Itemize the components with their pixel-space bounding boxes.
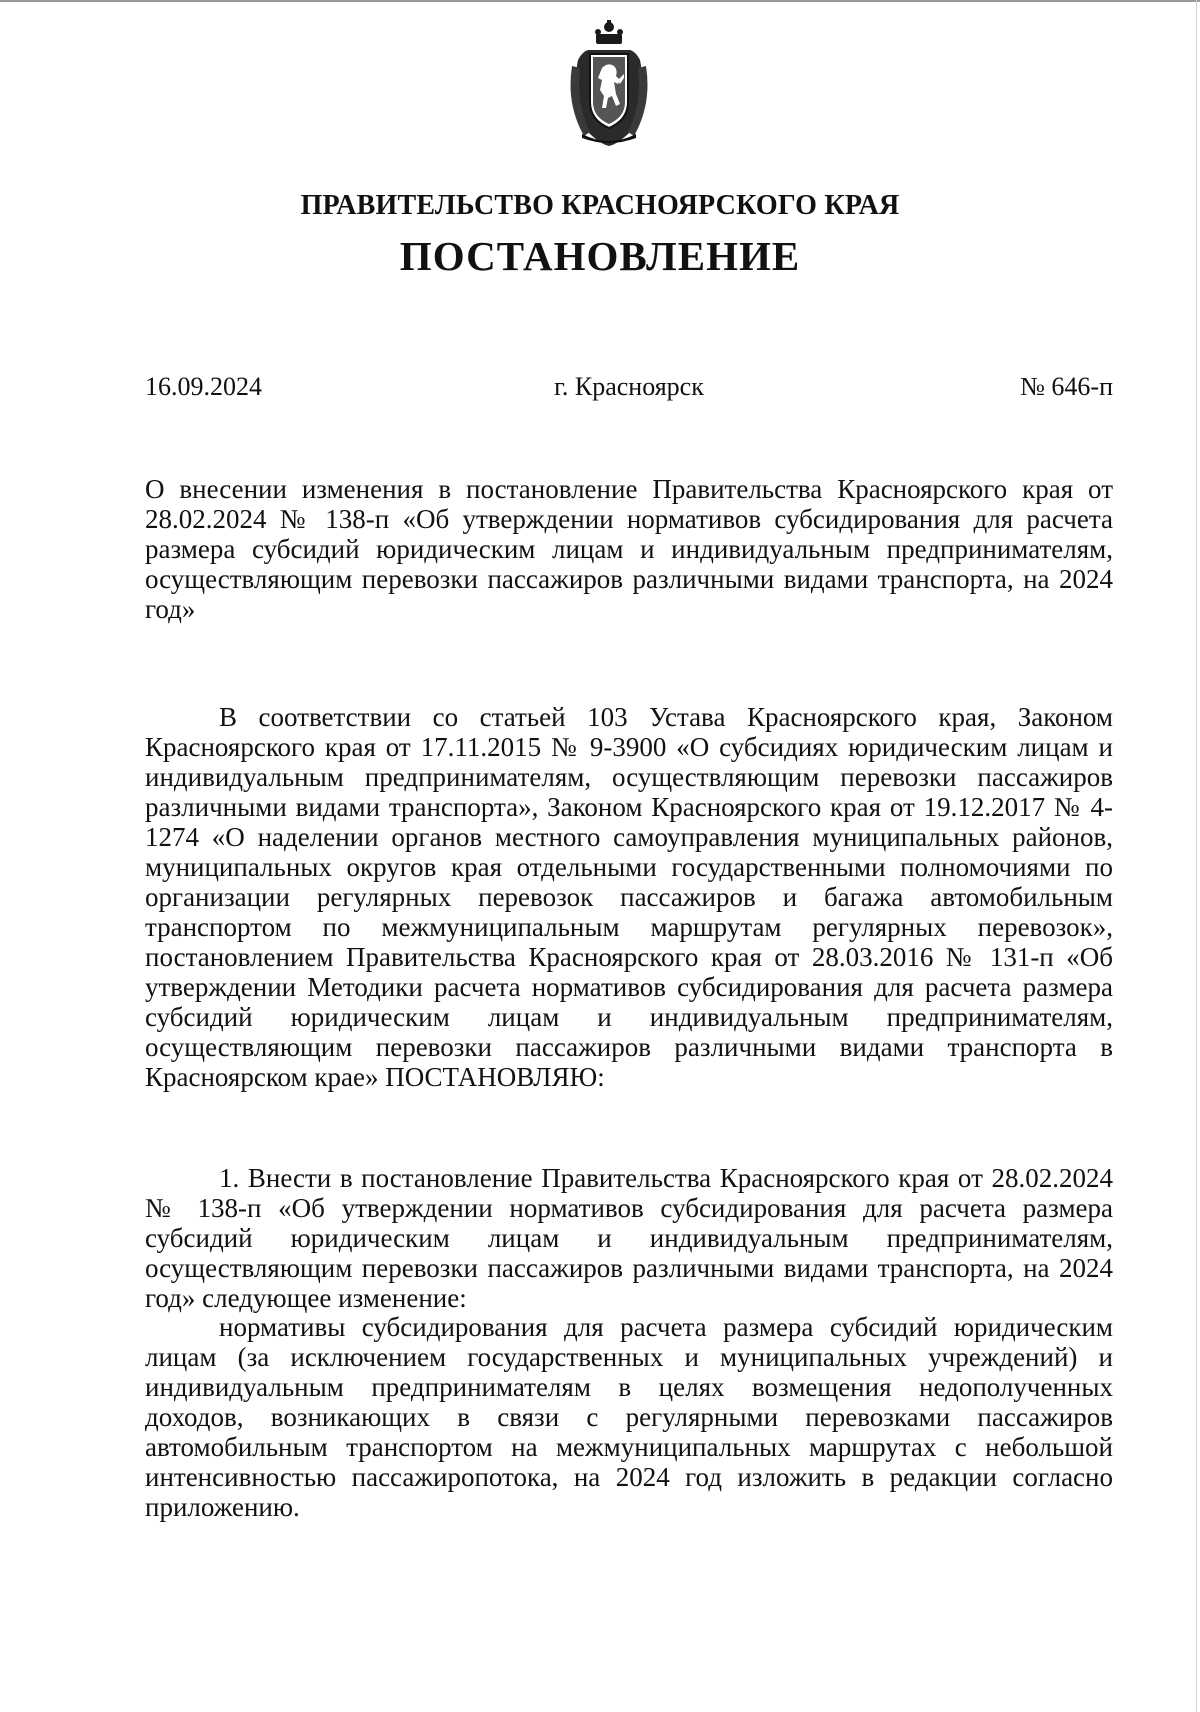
document-date: 16.09.2024 (145, 372, 262, 401)
krasnoyarsk-coat-of-arms-icon (566, 20, 652, 148)
body-paragraph: В соответствии со статьей 103 Устава Красноярского края, Законом Красноярского края от 17.11.2015 № 9-3900 «О субсидиях юридическим лицам и индивидуальным предпринимателям, осуществляющим перевозки пассажиров различными видами транспорта», Законом Красноярского края от 19.12.2017 № 4-1274 «О наделении органов местного самоуправления муниципальных районов, муниципальных округов края отдельными государственными полномочиями по организации регулярных перевозок пассажиров и багажа автомобильным транспортом по межмуниципальным маршрутам регулярных перевозок», постановлением Правительства Красноярского края от 28.03.2016 № 131-п «Об утверждении Методики расчета нормативов субсидирования для расчета размера субсидий юридическим лицам и индивидуальным предпринимателям, осуществляющим перевозки пассажиров различными видами транспорта в Красноярском крае» ПОСТАНОВЛЯЮ: (145, 702, 1113, 1092)
document-city: г. Красноярск (554, 372, 704, 401)
document-number: № 646-п (1020, 372, 1113, 401)
body-paragraph: нормативы субсидирования для расчета размера субсидий юридическим лицам (за исключением государственных и муниципальных учреждений) и индивидуальным предпринимателям в целях возмещения недополученных доходов, возникающих в связи с регулярными перевозками пассажиров автомобильным транспортом на межмуниципальных маршрутах с небольшой интенсивностью пассажиропотока, на 2024 год изложить в редакции согласно приложению. (145, 1312, 1113, 1522)
body-paragraph: 1. Внести в постановление Правительства Красноярского края от 28.02.2024 № 138-п «Об утверждении нормативов субсидирования для расчета размера субсидий юридическим лицам и индивидуальным предпринимателям, осуществляющим перевозки пассажиров различными видами транспорта, на 2024 год» следующее изменение: (145, 1163, 1113, 1313)
scan-edge-line (0, 0, 1200, 2)
organization-name: ПРАВИТЕЛЬСТВО КРАСНОЯРСКОГО КРАЯ (300, 190, 900, 221)
document-type-title: ПОСТАНОВЛЕНИЕ (399, 233, 801, 279)
document-subject: О внесении изменения в постановление Правительства Красноярского края от 28.02.2024 № 138-п «Об утверждении нормативов субсидирования для расчета размера субсидий юридическим лицам и индивидуальным предпринимателям, осуществляющим перевозки пассажиров различными видами транспорта, на 2024 год» (145, 474, 1113, 624)
document-meta-row (145, 372, 1113, 406)
